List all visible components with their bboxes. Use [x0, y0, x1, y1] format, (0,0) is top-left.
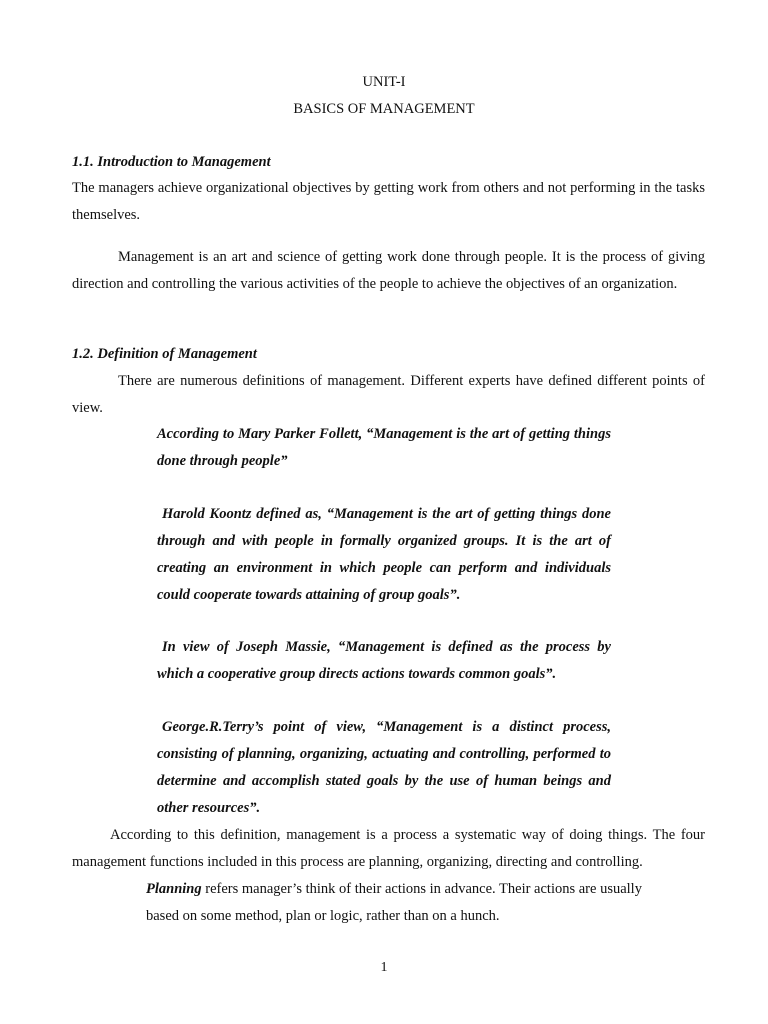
management-definition-paragraph: Management is an art and science of getting work done through people. It is the process of giving direction and controlling the various activities of the people to achieve the objectives of an organization.: [72, 249, 705, 292]
planning-paragraph: [146, 876, 646, 930]
unit-title: BASICS OF MANAGEMENT: [293, 101, 475, 117]
quote-massie: In view of Joseph Massie, “Management is defined as the process by which a cooperative group directs actions towards common goals”.: [157, 639, 611, 682]
quote-terry: George.R.Terry’s point of view, “Management is a distinct process, consisting of planning, organizing, actuating and controlling, performed to determine and accomplish stated goals by the use of human beings and other resources”.: [157, 719, 611, 816]
closing-paragraph: According to this definition, management is a process a systematic way of doing things. The four management functions included in this process are planning, organizing, directing and controlling.: [72, 827, 705, 870]
page-number: 1: [380, 960, 388, 975]
planning-description: refers manager’s think of their actions in advance. Their actions are usually based on some method, plan or logic, rather than on a hunch.: [146, 881, 642, 924]
intro-paragraph: The managers achieve organizational objectives by getting work from others and not performing in the tasks themselves.: [72, 180, 705, 223]
unit-label: UNIT-I: [362, 74, 406, 90]
section-heading-intro: 1.1. Introduction to Management: [72, 154, 271, 170]
quote-follett: According to Mary Parker Follett, “Management is the art of getting things done through people”: [157, 426, 611, 469]
definitions-intro-paragraph: There are numerous definitions of management. Different experts have defined different points of view.: [72, 373, 705, 416]
section-heading-definition: 1.2. Definition of Management: [72, 346, 257, 362]
quote-koontz: Harold Koontz defined as, “Management is the art of getting things done through and with people in formally organized groups. It is the art of creating an environment in which people can perform and individuals could cooperate towards attaining of group goals”.: [157, 506, 611, 603]
planning-term: Planning: [146, 881, 202, 897]
